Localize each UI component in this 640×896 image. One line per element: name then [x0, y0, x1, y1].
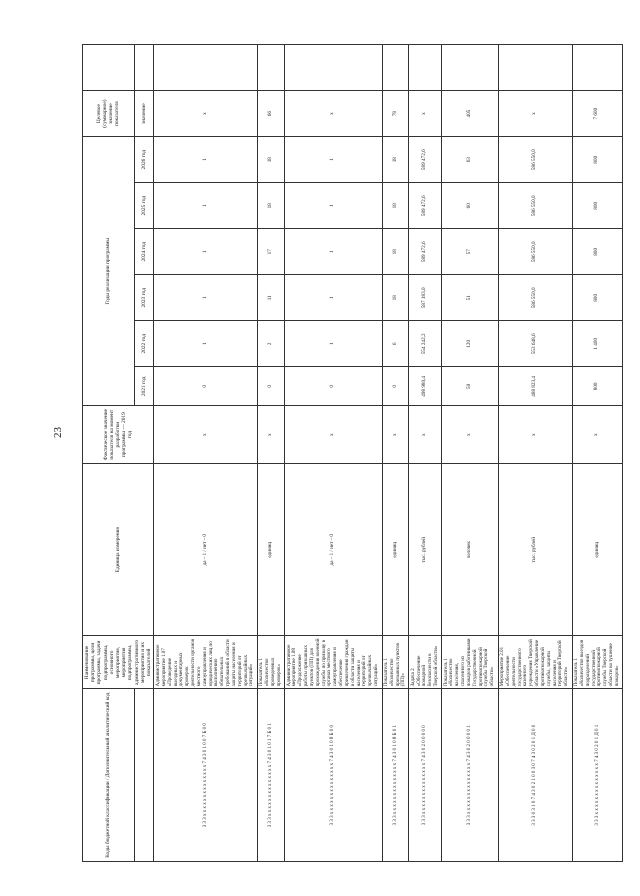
- year-value-cell: 18: [382, 137, 409, 183]
- header-year-2024: 2024 год: [134, 229, 154, 275]
- code-cell: 3 3 3 0 3 1 0 7 4 3 0 2 1 0 0 3 0 7 4 3 0 2 0 1 Д 0 0: [498, 689, 572, 862]
- target-cell: x: [498, 91, 572, 137]
- year-value-cell: 586 550,0: [498, 229, 572, 275]
- target-cell: x: [284, 91, 382, 137]
- year-value-cell: 0: [154, 367, 258, 406]
- unit-cell: тыс. рублей: [409, 463, 442, 636]
- code-cell: 3 3 3 x x x x x x x x x x x x x x 7 4 3 0 2 0 1 Д 0 1: [572, 689, 623, 862]
- year-value-cell: 1: [284, 183, 382, 229]
- year-value-cell: 800: [572, 183, 623, 229]
- unit-cell: единиц: [572, 463, 623, 636]
- code-cell: 3 3 3 x x x x x x x x x x x x x x 7 4 3 0 2 0 0 0 0 1: [442, 689, 498, 862]
- year-value-cell: 1: [284, 275, 382, 321]
- name-cell: Административное мероприятие 1.07 «Проведение выездных и документарных проверок деятельности органов местного самоуправления и юридических лиц по выполнению обязательных требований в области защиты населения и территорий от чрезвычайных ситуаций»: [154, 636, 258, 689]
- header-col-name: Наименование программы, цели программы, задачи подпрограммы, основного мероприятия, мероприятия подпрограммы, административного мероприятия и их показателей: [83, 636, 154, 689]
- year-value-cell: 1 400: [572, 321, 623, 367]
- year-value-cell: 1: [284, 137, 382, 183]
- year-value-cell: 120: [442, 321, 498, 367]
- table-row: [498, 45, 572, 862]
- year-value-cell: 18: [382, 183, 409, 229]
- unit-cell: да – 1 / нет – 0: [154, 463, 258, 636]
- year-value-cell: 1: [284, 321, 382, 367]
- header-spacer: [83, 45, 135, 91]
- program-indicator-table: [82, 44, 623, 862]
- fact-cell: x: [284, 406, 382, 464]
- year-value-cell: 17: [258, 229, 285, 275]
- spacer-cell: [409, 45, 442, 91]
- header-unit: Единица измерения: [83, 463, 154, 636]
- spacer-cell: [572, 45, 623, 91]
- spacer-cell: [154, 45, 258, 91]
- code-cell: 3 3 3 x x x x x x x x x x x x x x 7 4 3 0 1 0 1 7 Б 0 1: [258, 689, 285, 862]
- table-row: [442, 45, 498, 862]
- header-fact: Фактическое значение показателя на момент разработки программы — 2019 год: [83, 406, 154, 464]
- page-number: 23: [52, 427, 64, 438]
- year-value-cell: 6: [382, 321, 409, 367]
- code-cell: 3 3 3 x x x x x x x x x x x x x x 7 4 3 0 1 0 8 Б 0 1: [382, 689, 409, 862]
- year-value-cell: 589 472,6: [409, 229, 442, 275]
- year-value-cell: 1: [284, 229, 382, 275]
- table-row: [284, 45, 382, 862]
- code-cell: 3 3 3 x x x x x x x x x x x x x x 7 4 3 0 2 0 0 0 0 0: [409, 689, 442, 862]
- year-value-cell: 589 472,6: [409, 137, 442, 183]
- year-value-cell: 488 823,4: [498, 367, 572, 406]
- year-value-cell: 0: [382, 367, 409, 406]
- header-code-sub: [134, 689, 154, 862]
- year-value-cell: 51: [442, 275, 498, 321]
- table-row: [409, 45, 442, 862]
- year-value-cell: 800: [572, 137, 623, 183]
- fact-cell: x: [409, 406, 442, 464]
- year-value-cell: 553 648,6: [498, 321, 572, 367]
- table-row: [572, 45, 623, 862]
- table-row: [154, 45, 258, 862]
- year-value-cell: 18: [382, 275, 409, 321]
- name-cell: Показатель 1 «Количество населения, спасенного из пожаров работниками Государственной противопожарной службы Тверской области»: [442, 636, 498, 689]
- target-cell: x: [154, 91, 258, 137]
- target-cell: 405: [442, 91, 498, 137]
- header-spacer-sub: [134, 45, 154, 91]
- year-value-cell: 586 550,0: [498, 183, 572, 229]
- rotated-table-container: [82, 44, 620, 862]
- name-cell: Показатель 1 «Количество проведенных проверок»: [258, 636, 285, 689]
- header-year-2023: 2023 год: [134, 275, 154, 321]
- code-cell: 3 3 3 x x x x x x x x x x x x x x 7 4 3 0 1 0 0 7 Б 0 0: [154, 689, 258, 862]
- year-value-cell: 2: [258, 321, 285, 367]
- year-value-cell: 587 183,0: [409, 275, 442, 321]
- header-year-2021: 2021 год: [134, 367, 154, 406]
- spacer-cell: [258, 45, 285, 91]
- header-year-2026: 2026 год: [134, 137, 154, 183]
- header-year-2022: 2022 год: [134, 321, 154, 367]
- year-value-cell: 18: [382, 229, 409, 275]
- name-cell: Показатель 1 «Количество призывных пунктов (ПП)»: [382, 636, 409, 689]
- year-value-cell: 800: [572, 229, 623, 275]
- unit-cell: единиц: [258, 463, 285, 636]
- table-row: [382, 45, 409, 862]
- year-value-cell: 11: [258, 275, 285, 321]
- target-cell: 66: [258, 91, 285, 137]
- year-value-cell: 18: [258, 137, 285, 183]
- year-value-cell: 586 550,0: [498, 275, 572, 321]
- fact-cell: x: [442, 406, 498, 464]
- name-cell: Показатель 1 «Количество выездов подразделений государственной противопожарной службы Тверской области на тушение пожаров»: [572, 636, 623, 689]
- year-value-cell: 63: [442, 137, 498, 183]
- fact-cell: x: [498, 406, 572, 464]
- target-cell: 78: [382, 91, 409, 137]
- name-cell: Административное мероприятие 1.08 «Продолжение работы призывных пунктов (ПП) для прохождения военной службы по призыву в органах местного самоуправления и обеспечение привлечения граждан в области защиты населения и территорий от чрезвычайных ситуаций»: [284, 636, 382, 689]
- fact-cell: x: [258, 406, 285, 464]
- year-value-cell: 1: [154, 321, 258, 367]
- name-cell: Задача 2 «Обеспечение пожарной безопасности в Тверской области»: [409, 636, 442, 689]
- unit-cell: да – 1 / нет – 0: [284, 463, 382, 636]
- year-value-cell: 586 550,0: [498, 137, 572, 183]
- year-value-cell: 1: [154, 183, 258, 229]
- year-value-cell: 57: [442, 229, 498, 275]
- unit-cell: человек: [442, 463, 498, 636]
- name-cell: Мероприятие 2.01 «Обеспечение деятельности государственного казенного учреждения Тверской области «Управление противопожарной службы, защиты населения и территорий Тверской области»: [498, 636, 572, 689]
- target-cell: x: [409, 91, 442, 137]
- year-value-cell: 60: [442, 183, 498, 229]
- table-row: [258, 45, 285, 862]
- year-value-cell: 589 472,6: [409, 183, 442, 229]
- year-value-cell: 18: [258, 183, 285, 229]
- header-target-sub: значение: [134, 91, 154, 137]
- spacer-cell: [284, 45, 382, 91]
- target-cell: 7 600: [572, 91, 623, 137]
- year-value-cell: 0: [284, 367, 382, 406]
- header-target: Целевое (суммарное) значение показателя: [83, 91, 135, 137]
- year-value-cell: 1: [154, 275, 258, 321]
- year-value-cell: 498 980,4: [409, 367, 442, 406]
- year-value-cell: 800: [572, 367, 623, 406]
- year-value-cell: 0: [258, 367, 285, 406]
- year-value-cell: 1: [154, 229, 258, 275]
- unit-cell: тыс. рублей: [498, 463, 572, 636]
- fact-cell: x: [382, 406, 409, 464]
- year-value-cell: 1: [154, 137, 258, 183]
- year-value-cell: 554 242,2: [409, 321, 442, 367]
- header-years-group: Годы реализации программы: [83, 137, 135, 406]
- spacer-cell: [498, 45, 572, 91]
- header-code-group: Коды бюджетной классификации / Дополнительный аналитический код: [83, 689, 135, 862]
- fact-cell: x: [572, 406, 623, 464]
- fact-cell: x: [154, 406, 258, 464]
- year-value-cell: 50: [442, 367, 498, 406]
- spacer-cell: [382, 45, 409, 91]
- unit-cell: единиц: [382, 463, 409, 636]
- code-cell: 3 3 3 x x x x x x x x x x x x x x 7 4 3 0 1 0 8 Б 0 0: [284, 689, 382, 862]
- header-year-2025: 2025 год: [134, 183, 154, 229]
- year-value-cell: 800: [572, 275, 623, 321]
- spacer-cell: [442, 45, 498, 91]
